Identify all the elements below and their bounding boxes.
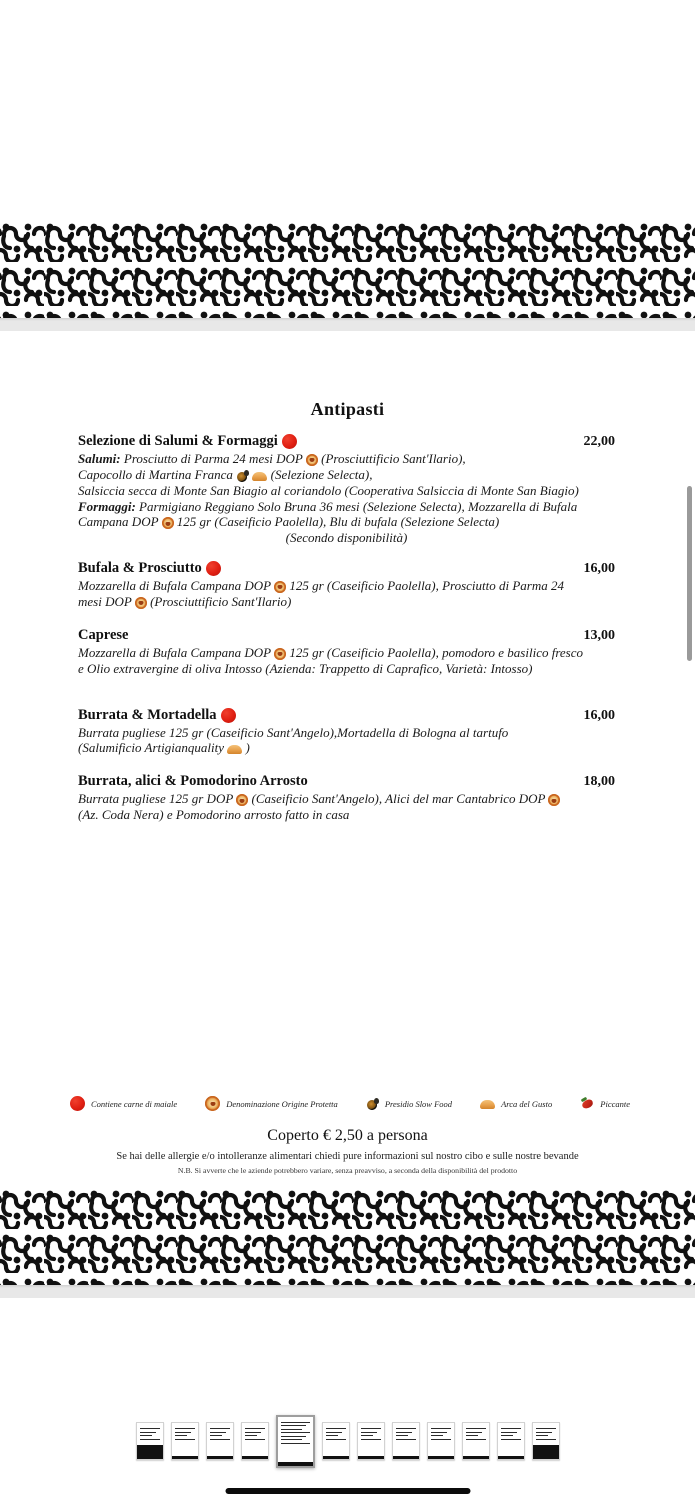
legend-label: Contiene carne di maiale <box>91 1098 178 1109</box>
legend-item-dop <box>205 1096 338 1111</box>
thumbnail-pattern-band <box>358 1456 384 1459</box>
desc-text: Prosciutto di Parma 24 mesi DOP <box>123 451 303 466</box>
menu-item-description <box>78 645 615 677</box>
desc-label-salumi: Salumi: <box>78 451 121 466</box>
page-thumbnail[interactable] <box>357 1422 385 1460</box>
desc-text: (Prosciuttificio Sant'Ilario), <box>321 451 466 466</box>
menu-item <box>78 560 615 610</box>
legend-label: Presidio Slow Food <box>384 1098 453 1109</box>
thumbnail-text-line <box>175 1439 195 1440</box>
page-thumbnail[interactable] <box>322 1422 350 1460</box>
thumbnail-text-line <box>431 1432 447 1433</box>
thumbnail-text-line <box>281 1443 310 1444</box>
desc-text: (Prosciuttificio Sant'Ilario) <box>150 594 292 610</box>
thumbnail-text-line <box>361 1432 377 1433</box>
menu-item-header <box>78 627 615 644</box>
menu-item-name-row <box>78 773 308 790</box>
page-thumbnail[interactable] <box>136 1422 164 1460</box>
menu-item-name: Burrata & Mortadella <box>78 706 217 723</box>
desc-text: Parmigiano Reggiano Solo Bruna 36 mesi (Selezione Selecta), Mozzarella di Bufala <box>139 498 578 514</box>
dop-icon <box>135 597 147 609</box>
thumbnail-text-line <box>326 1428 346 1429</box>
thumbnail-text-line <box>361 1435 373 1436</box>
thumbnail-text-line <box>281 1429 302 1430</box>
thumbnail-text-line <box>210 1439 230 1440</box>
thumbnail-pattern-band <box>137 1445 163 1459</box>
legend-label: Denominazione Origine Protetta <box>226 1098 338 1109</box>
menu-item-description <box>78 725 615 757</box>
desc-text: 125 gr (Caseificio Paolella), Prosciutto di Parma 24 <box>289 578 565 594</box>
pork-icon <box>206 561 221 576</box>
page-thumbnail-strip[interactable] <box>0 1402 695 1480</box>
menu-item-description <box>78 578 615 610</box>
thumbnail-text-line <box>396 1435 408 1436</box>
pork-icon <box>282 434 297 449</box>
menu-item-name: Selezione di Salumi & Formaggi <box>78 433 278 449</box>
thumbnail-text-line <box>396 1439 416 1440</box>
thumbnail-text-line <box>361 1439 381 1440</box>
thumbnail-pattern-band <box>207 1456 233 1459</box>
desc-text: (Salumificio Artigianquality <box>78 740 225 756</box>
dop-icon <box>306 454 318 466</box>
thumbnail-text-line <box>210 1435 222 1436</box>
thumbnail-text-line <box>431 1428 451 1429</box>
dop-icon <box>205 1096 220 1111</box>
page-thumbnail[interactable] <box>392 1422 420 1460</box>
dop-icon <box>274 648 286 660</box>
thumbnail-text-line <box>281 1425 306 1426</box>
thumbnail-text-line <box>501 1435 513 1436</box>
menu-item-header <box>78 707 615 724</box>
arca-del-gusto-icon <box>480 1099 495 1109</box>
thumbnail-text-line <box>281 1432 310 1433</box>
thumbnail-text-line <box>140 1435 152 1436</box>
thumbnail-pattern-band <box>533 1445 559 1459</box>
menu-item <box>78 773 615 823</box>
thumbnail-text-line <box>140 1439 160 1440</box>
desc-text: Campana DOP <box>78 514 159 530</box>
thumbnail-text-line <box>326 1439 346 1440</box>
desc-text: e Olio extravergine di oliva Intosso (Azienda: Trappetto di Caprafico, Varietà: Intosso) <box>78 660 533 676</box>
pdf-page-current <box>0 331 695 1285</box>
desc-text: 125 gr (Caseificio Paolella), pomodoro e basilico fresco <box>289 644 584 660</box>
desc-text: Burrata pugliese 125 gr (Caseificio Sant'Angelo),Mortadella di Bologna al tartufo <box>78 724 509 740</box>
legend-label: Arca del Gusto <box>501 1098 553 1109</box>
thumbnail-text-line <box>281 1422 310 1423</box>
desc-text: (Caseificio Sant'Angelo), Alici del mar Cantabrico DOP <box>251 791 546 807</box>
thumbnail-text-line <box>501 1439 521 1440</box>
page-thumbnail[interactable] <box>462 1422 490 1460</box>
thumbnail-text-line <box>396 1428 416 1429</box>
thumbnail-text-line <box>245 1439 265 1440</box>
menu-item-description <box>78 791 615 823</box>
coperto-notice: Coperto € 2,50 a persona <box>267 1127 428 1144</box>
menu-item <box>78 433 615 546</box>
thumbnail-text-line <box>140 1428 160 1429</box>
thumbnail-text-line <box>175 1435 187 1436</box>
page-thumbnail[interactable] <box>171 1422 199 1460</box>
desc-text: Mozzarella di Bufala Campana DOP <box>78 578 271 594</box>
legend <box>70 1096 630 1111</box>
menu-item-name-row <box>78 707 236 724</box>
pdf-page-next <box>0 1298 695 1402</box>
thumbnail-text-line <box>536 1428 556 1429</box>
availability-disclaimer: N.B. Si avverte che le aziende potrebbero variare, senza preavviso, a seconda della disponibilità del prodotto <box>177 1166 518 1175</box>
menu-item-description <box>78 451 615 546</box>
thumbnail-text-line <box>175 1432 191 1433</box>
page-separator-bottom <box>0 1285 695 1298</box>
arca-del-gusto-icon <box>252 471 267 481</box>
legend-label: Piccante <box>600 1098 630 1109</box>
thumbnail-text-line <box>245 1435 257 1436</box>
menu-item-price: 16,00 <box>583 707 615 723</box>
menu-item-name-row <box>78 627 128 644</box>
menu-item-name: Caprese <box>78 626 129 643</box>
desc-text: Burrata pugliese 125 gr DOP <box>78 791 234 807</box>
menu-item-name-row <box>78 560 221 577</box>
page-thumbnail[interactable] <box>427 1422 455 1460</box>
thumbnail-pattern-band <box>278 1462 313 1466</box>
desc-text: Mozzarella di Bufala Campana DOP <box>78 644 271 660</box>
home-indicator[interactable] <box>225 1488 470 1494</box>
menu-items-list <box>78 433 615 836</box>
thumbnail-text-line <box>466 1435 478 1436</box>
dop-icon <box>236 794 248 806</box>
menu-item-price: 16,00 <box>583 561 615 577</box>
allergy-notice: Se hai delle allergie e/o intolleranze alimentari chiedi pure informazioni sul nostro cibo e sulle nostre bevande <box>116 1151 579 1162</box>
menu-item <box>78 707 615 757</box>
menu-item-name: Bufala & Prosciutto <box>78 560 202 577</box>
desc-text: 125 gr (Caseificio Paolella), Blu di bufala (Selezione Selecta) <box>176 514 500 530</box>
dop-icon <box>274 581 286 593</box>
thumbnail-text-line <box>361 1428 381 1429</box>
desc-text: mesi DOP <box>78 594 132 610</box>
menu-item-price: 18,00 <box>583 774 615 790</box>
page-thumbnail[interactable] <box>276 1415 315 1468</box>
thumbnail-pattern-band <box>323 1456 349 1459</box>
pork-icon <box>221 708 236 723</box>
dop-icon <box>548 794 560 806</box>
menu-item-header <box>78 560 615 577</box>
thumbnail-text-line <box>245 1428 265 1429</box>
legend-item-arca-del-gusto <box>480 1099 552 1109</box>
thumbnail-pattern-band <box>428 1456 454 1459</box>
legend-item-slow-food <box>366 1098 452 1110</box>
thumbnail-pattern-band <box>498 1456 524 1459</box>
menu-item <box>78 627 615 677</box>
thumbnail-text-line <box>501 1432 517 1433</box>
page-thumbnail[interactable] <box>497 1422 525 1460</box>
desc-text: ) <box>245 740 250 756</box>
arca-del-gusto-icon <box>227 744 242 754</box>
legend-item-piccante <box>580 1098 630 1110</box>
page-separator-top <box>0 318 695 331</box>
desc-text: (Selezione Selecta), <box>270 466 373 482</box>
thumbnail-text-line <box>326 1435 338 1436</box>
chili-pepper-icon <box>580 1098 594 1110</box>
pdf-page-previous <box>0 0 695 318</box>
menu-item-price: 22,00 <box>583 434 615 449</box>
thumbnail-text-line <box>210 1432 226 1433</box>
slow-food-icon <box>236 470 249 482</box>
thumbnail-text-line <box>466 1439 486 1440</box>
scrollbar-thumb[interactable] <box>687 486 692 661</box>
thumbnail-text-line <box>210 1428 230 1429</box>
thumbnail-pattern-band <box>242 1456 268 1459</box>
thumbnail-text-line <box>396 1432 412 1433</box>
thumbnail-text-line <box>536 1439 556 1440</box>
thumbnail-text-line <box>140 1432 156 1433</box>
thumbnail-text-line <box>281 1436 306 1437</box>
thumbnail-text-line <box>175 1428 195 1429</box>
desc-availability-note: (Secondo disponibilità) <box>285 530 408 546</box>
scrollbar-track[interactable] <box>687 331 692 1285</box>
thumbnail-text-line <box>466 1432 482 1433</box>
decorative-pattern-band-bottom <box>0 1185 695 1285</box>
desc-label-formaggi: Formaggi: <box>78 498 136 514</box>
menu-item-header <box>78 433 615 450</box>
thumbnail-text-line <box>536 1432 552 1433</box>
thumbnail-text-line <box>536 1435 548 1436</box>
legend-item-pork <box>70 1096 177 1111</box>
menu-item-header <box>78 773 615 790</box>
thumbnail-text-line <box>326 1432 342 1433</box>
desc-text: Salsiccia secca di Monte San Biagio al coriandolo (Cooperativa Salsiccia di Monte San Biagio) <box>78 482 579 498</box>
section-title: Antipasti <box>310 399 385 419</box>
thumbnail-text-line <box>466 1428 486 1429</box>
pork-icon <box>70 1096 85 1111</box>
decorative-pattern-band-top <box>0 218 695 318</box>
thumbnail-text-line <box>431 1435 443 1436</box>
thumbnail-text-line <box>281 1439 302 1440</box>
thumbnail-pattern-band <box>393 1456 419 1459</box>
desc-text: (Az. Coda Nera) e Pomodorino arrosto fatto in casa <box>78 807 350 823</box>
menu-item-name-row <box>78 433 297 450</box>
page-thumbnail[interactable] <box>206 1422 234 1460</box>
thumbnail-text-line <box>245 1432 261 1433</box>
thumbnail-text-line <box>431 1439 451 1440</box>
dop-icon <box>162 517 174 529</box>
menu-item-name: Burrata, alici & Pomodorino Arrosto <box>78 773 308 790</box>
page-thumbnail[interactable] <box>241 1422 269 1460</box>
desc-text: Capocollo di Martina Franca <box>78 466 233 482</box>
page-thumbnail[interactable] <box>532 1422 560 1460</box>
slow-food-icon <box>366 1098 379 1110</box>
thumbnail-text-line <box>501 1428 521 1429</box>
thumbnail-pattern-band <box>172 1456 198 1459</box>
thumbnail-pattern-band <box>463 1456 489 1459</box>
menu-item-price: 13,00 <box>583 627 615 643</box>
